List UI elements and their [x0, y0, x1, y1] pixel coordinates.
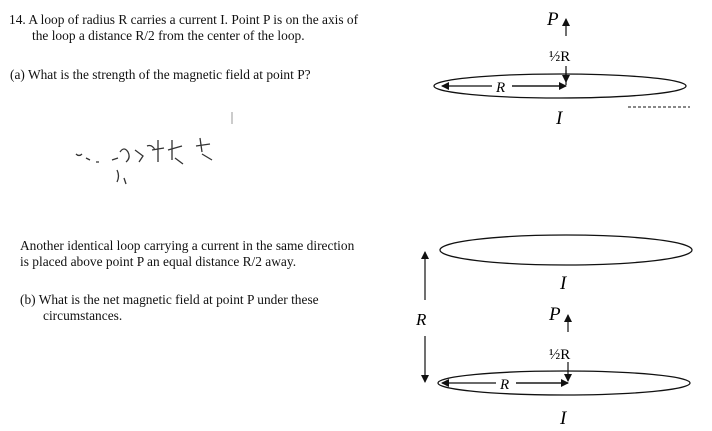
problem-line-1: 14. A loop of radius R carries a current I. Point P is on the axis of [9, 12, 359, 27]
point-p-label-bottom: P [549, 304, 561, 325]
point-p-label: P [547, 9, 559, 30]
lower-current-label: I [560, 408, 567, 429]
figure-top [434, 9, 686, 129]
radius-label-bottom: R [500, 377, 510, 393]
problem-line-2: the loop a distance R/2 from the center of the loop. [32, 28, 305, 43]
figure-bottom [415, 235, 692, 429]
handwritten-scribble [76, 138, 212, 184]
upper-loop [440, 235, 692, 265]
part-a-question: (a) What is the strength of the magnetic field at point P? [10, 67, 311, 82]
upper-current-label: I [560, 273, 567, 294]
distance-label: ½R [549, 49, 571, 65]
distance-label-bottom: ½R [549, 347, 571, 363]
part-b-question-line-2: circumstances. [43, 308, 123, 323]
radius-label: R [496, 80, 506, 96]
part-b-question-line-1: (b) What is the net magnetic field at point P under these [20, 292, 319, 307]
current-label: I [556, 108, 563, 129]
part-b-intro-line-1: Another identical loop carrying a current in the same direction [20, 238, 355, 253]
part-b-intro-line-2: is placed above point P an equal distance R/2 away. [20, 254, 297, 269]
separation-label: R [416, 310, 427, 329]
